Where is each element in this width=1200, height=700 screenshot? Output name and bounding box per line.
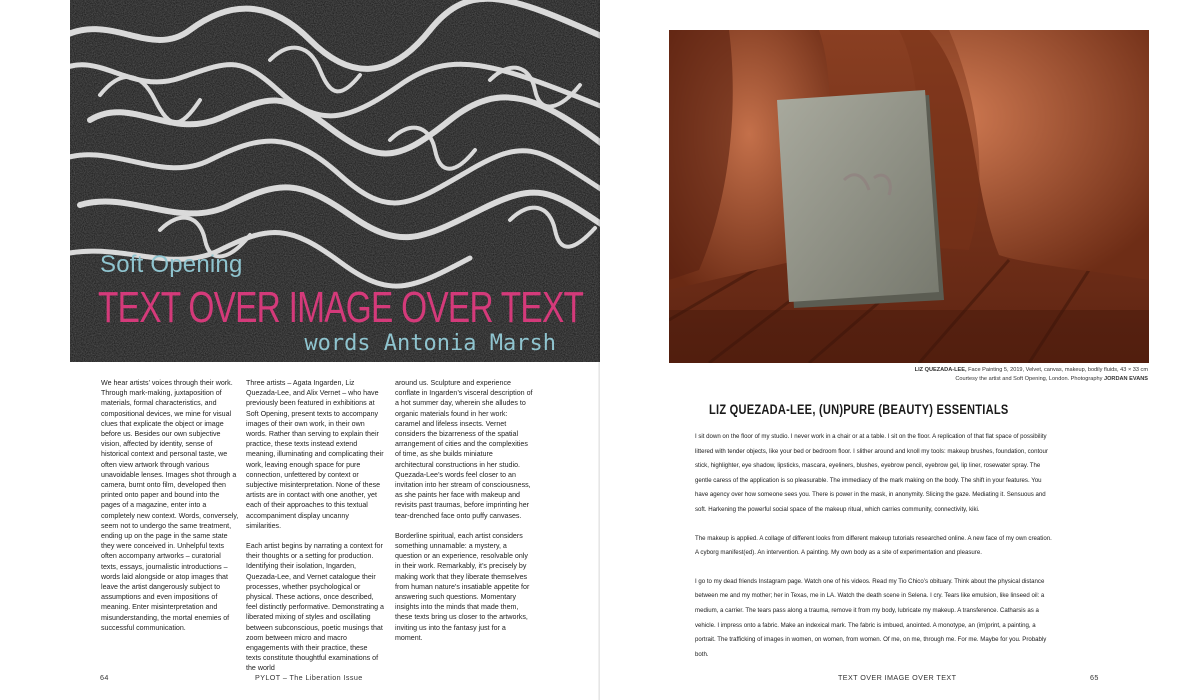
caption-artist: LIZ QUEZADA-LEE, [914,367,967,373]
caption-work: Face Painting 5, 2019, Velvet, canvas, makeup, bodily fluids, 43 × 33 cm [966,367,1148,373]
page-number: 65 [1090,673,1099,682]
kicker: Soft Opening [100,251,243,278]
essay-paragraph: I go to my dead friends Instagram page. Watch one of his videos. Read my Tio Chico’s obituary. Think about the physical distance between me and my mother; her in Texas, me in LA. Watch the death scene in Selena. I cry. Tears like emulsion, like linseed oil: a medium, a carrier. The tears pass along a trauma, remove it from my body, lubricate my makeup. A transference. Catharsis as a vehicle. I impress onto a fabric. Make an indexical mark. The fabric is imbued, anointed. A monotype, an (im)print, a painting, a portrait. The trafficking of images in women, on women, from women. Of me, on me, through me. For me. Maybe for you. Probably both. [695,577,1047,658]
body-paragraph: Borderline spiritual, each artist considers something unnamable: a mystery, a question or an experience, resolvable only in their work. Remarkably, it’s precisely by making work that they liberate themselves from human nature’s insatiable appetite for answering such questions. Momentary insights into the minds that made them, these texts bring us closer to the artworks, inviting us into the fantasy just for a moment. [395,531,530,642]
article-headline: TEXT OVER IMAGE OVER TEXT [98,283,584,332]
running-footer: PYLOT – The Liberation Issue [255,673,363,682]
essay-title: LIZ QUEZADA-LEE, (UN)PURE (BEAUTY) ESSENTIALS [709,402,1009,417]
artwork-photo [669,30,1149,363]
byline: words Antonia Marsh [304,331,556,356]
caption-credit: Courtesy the artist and Soft Opening, London. Photography [955,376,1104,382]
right-page [600,0,1200,700]
velvet-canvas-artwork [669,30,1149,363]
body-paragraph: Each artist begins by narrating a context for their thoughts or a setting for production. Identifying their isolation, Ingarden, Quezada-Lee, and Vernet catalogue their processes, whether psychological or physical. These actions, once described, feel distinctly performative. Demonstrating a liberated mixing of styles and oscillating between subconscious, poetic musings that zoom between micro and macro engagements with their practice, these texts constitute thoughtful examinations of the world [246,542,384,673]
page-number: 64 [100,673,109,682]
essay-paragraph: The makeup is applied. A collage of different looks from different makeup tutorials researched online. A new face of my own creation. A cyborg manifest(ed). An intervention. A painting. My own body as a site of experimentation and pleasure. [695,534,1052,557]
body-paragraph: Three artists – Agata Ingarden, Liz Quezada-Lee, and Alix Vernet – who have previously been featured in exhibitions at Soft Opening, present texts to accompany images of their own work, in their own words. Rather than serving to explain their practice, these texts instead extend meaning, illuminating and complicating their work, leaving enough space for pure connection, unfettered by context or subjective misinterpretation. None of these artists are in contact with one another, yet each of their approaches to this textual accompaniment display uncanny similarities. [246,379,384,530]
body-column-3 [395,378,533,653]
caption-photographer: JORDAN EVANS [1103,376,1148,382]
photo-caption [808,366,1148,384]
body-paragraph: around us. Sculpture and experience conflate in Ingarden’s visceral description of a hot summer day, wherein she alludes to organic materials found in her work: caramel and lifeless insects. Vernet considers the bizarreness of the spatial arrangement of cities and the complexities of time, as she builds miniature architectural constructions in her studio. Quezada-Lee’s words feel closer to an invitation into her stream of consciousness, as she paints her face with makeup and revisits past traumas, before imprinting her tear-drenched face onto puffy canvases. [395,379,533,520]
body-paragraph: We hear artists’ voices through their work. Through mark-making, juxtaposition of materials, formal characteristics, and compositional devices, we mine for visual clues that explicate the object or image before us. Besides our own subjective vision, affected by identity, sense of historical context and personal taste, we often view artwork through various unavoidable lenses. Images shot through a camera, burnt onto film, developed then printed onto paper and bound into the pages of a magazine, enter into a completely new context. Words, conversely, seem not to undergo the same treatment, ending up on the page in the same state they were conceived in. Unhelpful texts often accompany artworks – curatorial texts, essays, journalistic introductions – words laid alongside or atop images that leave the artist dangerously subject to assumptions and even impositions of meaning. Enter misinterpretation and misunderstanding, the mortal enemies of successful communication. [101,379,239,632]
essay-body [695,430,1055,676]
body-column-1 [101,378,239,643]
body-column-2 [246,378,384,684]
running-footer: TEXT OVER IMAGE OVER TEXT [838,673,957,682]
essay-paragraph: I sit down on the floor of my studio. I never work in a chair or at a table. I sit on the floor. A replication of that flat space of possibility littered with tender objects, like your bed or bedroom floor. I slither around and knoll my tools: makeup brushes, foundation, contour stick, highlighter, eye shadow, lipsticks, mascara, eyeliners, blushes, eyebrow pencil, eyebrow gel, lip liner, rosewater spray. The gentle caress of the application is so pleasurable. The immediacy of the mark making on the body. The shift in your features. You have agency over how someone sees you. There is power in the mask, in anonymity. Slicing the gaze. Mediating it. Sensuous and soft. Harkening the powerful social space of the makeup ritual, which carries community, connectivity, kiki. [695,433,1048,513]
